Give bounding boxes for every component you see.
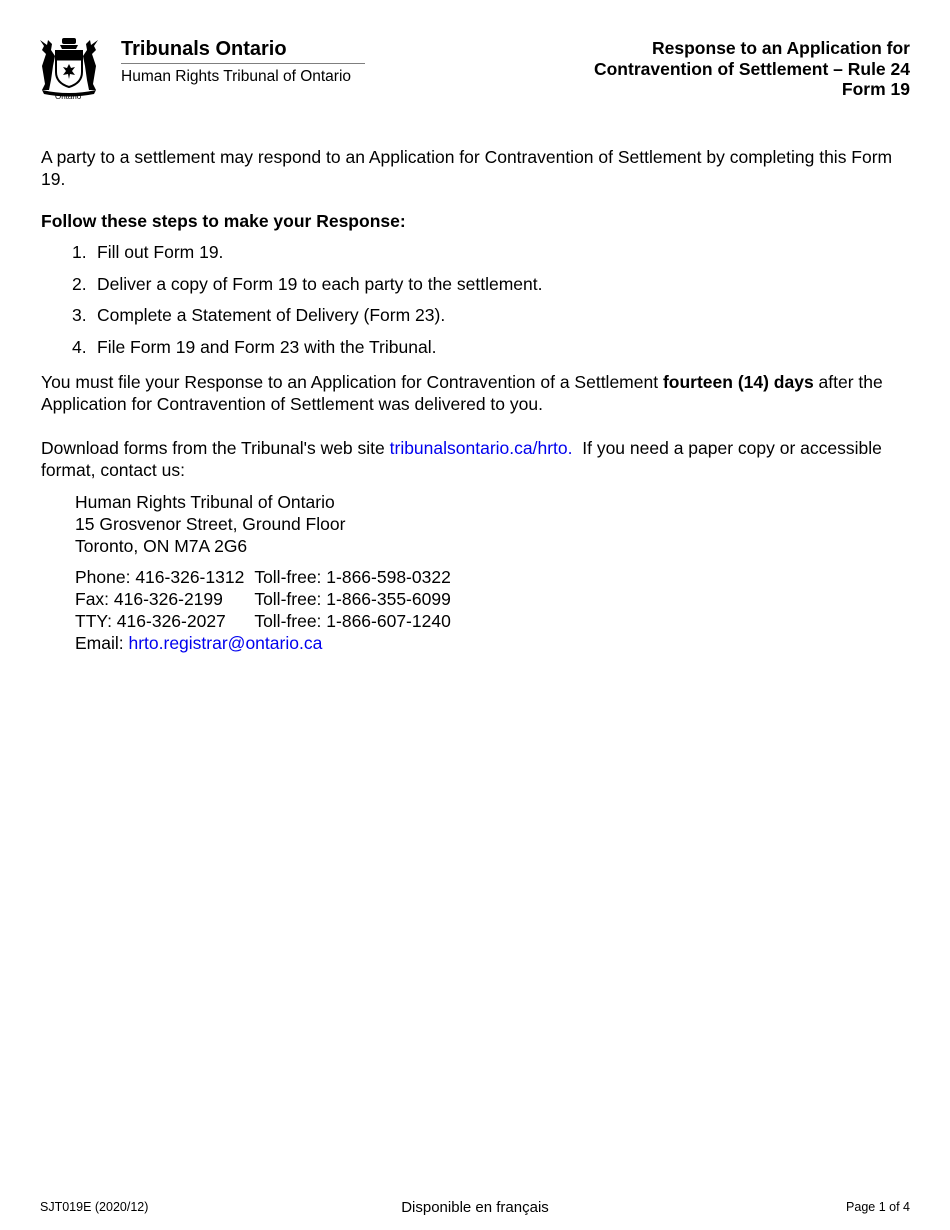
email-line bbox=[75, 632, 913, 654]
page-number: Page 1 of 4 bbox=[846, 1200, 910, 1214]
email-label: Email: bbox=[75, 632, 129, 653]
list-item bbox=[72, 336, 913, 358]
contact-table bbox=[75, 566, 451, 632]
list-item bbox=[72, 273, 913, 295]
download-text: Download forms from the Tribunal's web site bbox=[41, 437, 390, 458]
list-item bbox=[72, 304, 913, 326]
step-text: Complete a Statement of Delivery (Form 23). bbox=[97, 305, 446, 325]
org-name: Tribunals Ontario bbox=[121, 38, 287, 60]
page-footer bbox=[40, 1198, 910, 1218]
steps-heading: Follow these steps to make your Response: bbox=[41, 211, 406, 231]
form-title-line: Response to an Application for bbox=[652, 38, 910, 58]
fax-number: Fax: 416-326-2199 bbox=[75, 588, 223, 609]
address-line: Toronto, ON M7A 2G6 bbox=[75, 535, 248, 556]
registrar-email-link[interactable]: hrto.registrar@ontario.ca bbox=[128, 632, 323, 653]
step-number: 4. bbox=[72, 336, 87, 357]
deadline-text: after the Application for Contravention of Settlement was delivered to you. bbox=[41, 371, 883, 414]
deadline-text: You must file your Response to an Application for Contravention of a Settlement bbox=[41, 371, 663, 392]
logo-divider bbox=[121, 63, 365, 64]
tty-tollfree: Toll-free: 1-866-607-1240 bbox=[254, 610, 451, 631]
intro-paragraph: A party to a settlement may respond to an Application for Contravention of Settlement by completing this Form 19. bbox=[41, 147, 893, 189]
table-row bbox=[75, 588, 451, 610]
step-text: Deliver a copy of Form 19 to each party to the settlement. bbox=[97, 273, 543, 294]
phone-number: Phone: 416-326-1312 bbox=[75, 566, 245, 587]
form-number: Form 19 bbox=[841, 79, 910, 99]
crest-caption: Ontario bbox=[55, 92, 82, 101]
address-line: 15 Grosvenor Street, Ground Floor bbox=[75, 513, 346, 534]
step-number: 3. bbox=[72, 305, 87, 325]
tribunal-website-link[interactable]: tribunalsontario.ca/hrto. bbox=[389, 437, 573, 458]
org-subtitle: Human Rights Tribunal of Ontario bbox=[121, 68, 352, 85]
step-number: 2. bbox=[72, 273, 87, 294]
mailing-address bbox=[41, 491, 913, 557]
step-text: Fill out Form 19. bbox=[97, 242, 224, 262]
form-title-line: Contravention of Settlement – Rule 24 bbox=[593, 58, 910, 79]
tribunals-ontario-logo bbox=[36, 36, 376, 106]
address-line: Human Rights Tribunal of Ontario bbox=[75, 491, 335, 512]
table-row bbox=[75, 566, 451, 588]
instructions bbox=[41, 146, 913, 654]
list-item bbox=[72, 241, 913, 263]
deadline-paragraph bbox=[41, 371, 913, 415]
fax-tollfree: Toll-free: 1-866-355-6099 bbox=[254, 588, 451, 609]
table-row bbox=[75, 610, 451, 632]
contact-numbers bbox=[41, 566, 913, 654]
step-number: 1. bbox=[72, 242, 87, 262]
tty-number: TTY: 416-326-2027 bbox=[75, 610, 226, 631]
form-title bbox=[594, 38, 910, 100]
phone-tollfree: Toll-free: 1-866-598-0322 bbox=[254, 566, 451, 587]
step-text: File Form 19 and Form 23 with the Tribunal. bbox=[97, 336, 437, 357]
form-code: SJT019E (2020/12) bbox=[40, 1200, 149, 1214]
deadline-emphasis: fourteen (14) days bbox=[662, 371, 814, 392]
download-paragraph bbox=[41, 437, 913, 481]
download-text: If you need a paper copy or accessible format, contact us: bbox=[41, 437, 887, 480]
french-availability-note: Disponible en français bbox=[401, 1199, 549, 1216]
steps-list bbox=[41, 241, 913, 358]
